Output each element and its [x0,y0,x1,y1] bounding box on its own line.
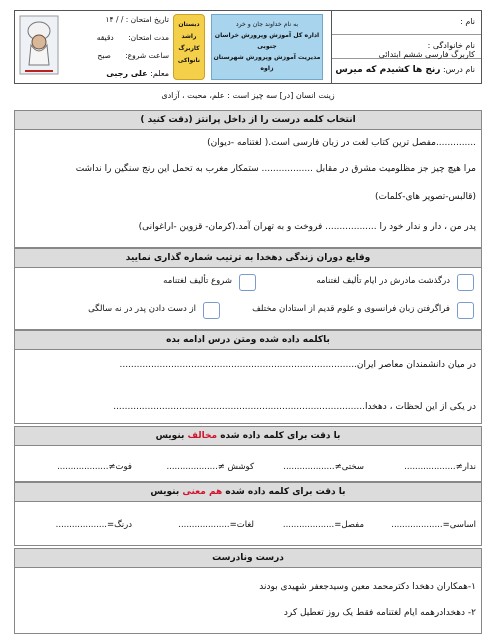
s5-pre: با دقت برای کلمه داده شده [225,487,346,497]
event-3: فراگرفتن زبان فرانسوی و علوم قدیم از استادان مختلف [252,304,450,314]
exam-duration [61,29,173,47]
tag-line-4: نانواکی [177,57,201,64]
teacher-field [61,65,173,83]
center-line-2: اداره کل آموزش وپرورش خراسان جنوبی [214,32,320,50]
school-title-box [211,14,323,80]
synonym-3: لغات=................... [178,520,254,530]
q6-line-2: ۲- دهخدادرهمه ایام لغتنامه فقط یک روز تعطیل کرد [283,608,476,618]
order-box-3[interactable] [457,302,474,319]
center-line-1: به نام خداوند جان و خرد [235,21,299,28]
event-1: درگذشت مادرش در ایام تألیف لغتنامه [316,276,450,286]
exam-date: تاریخ امتحان : / / ۱۴ [105,15,169,24]
order-box-1[interactable] [457,274,474,291]
family-label: نام خانوادگی : [427,41,475,50]
antonym-4: فوت≠................... [57,462,132,472]
section-3-header: باکلمه داده شده ومتن درس ادامه بده [14,330,482,350]
synonym-4: درنگ=................... [55,520,132,530]
section-4-header [14,426,482,446]
worksheet-page [14,10,482,636]
section-1-header: انتخاب کلمه درست را از داخل پرانتز (دقت کنید ) [14,110,482,130]
q3-line-2: در یکی از این لحظات ، دهخدا........................................................................................ [113,402,476,412]
class-label: کاربرگ فارسی ششم ابتدائی [378,50,475,59]
antonym-2: سختی≠................... [283,462,364,472]
lesson-label: نام درس: [442,65,475,74]
portrait-logo-icon [19,15,59,75]
section-6-header: درست ونادرست [14,548,482,568]
exam-start [61,47,173,65]
exam-info-block [61,11,173,83]
lesson-field [332,59,481,83]
q1-line-2: مرا هیچ چیز جز مظلومیت مشرق در مقابل .................. ستمکار مغرب به تحمل این رنج سنگین را نداشت [75,164,476,174]
start-label: ساعت شروع: [125,51,169,60]
center-line-3: مدیریت آموزش وپرورش شهرستان زاوه [213,54,321,72]
q3-line-1: در میان دانشمندان معاصر ایران................................................................................... [119,360,476,370]
s5-post: بنویس [150,487,180,497]
q1-line-4: پدر من ، دار و ندار خود را .................. فروخت و به تهران آمد.(کرمان- قزوین -اراغوانی) [138,222,476,232]
name-label: نام : [460,17,475,26]
q6-line-1: ۱-همکاران دهخدا دکترمحمد معین وسیدجعفر شهیدی بودند [259,582,476,592]
event-2: شروع تألیف لغتنامه [163,276,232,286]
lesson-title: رنج ها کشیدم که میرس [335,65,441,75]
name-field[interactable] [332,11,481,35]
worksheet-header [14,10,482,84]
synonym-1: اساسی=................... [391,520,476,530]
duration-unit: دقیقه [96,33,114,42]
start-value: صبح [97,51,111,60]
q1-line-3: (قالبس-تصویر های-کلمات) [375,192,476,202]
section-2-header: وقایع دوران زندگی دهخدا به ترتیب شماره گذاری نمایید [14,248,482,268]
event-4: از دست دادن پدر در نه سالگی [88,304,196,314]
synonym-2: مفصل=................... [282,520,364,530]
tag-line-3: کاربرگ [178,45,200,52]
antonym-3: کوشش ≠................... [166,462,254,472]
q1-line-1: ..............مفصل ترین کتاب لغت در زبان فارسی است.( لغتنامه -دیوان) [207,138,476,148]
section-6-body [14,568,482,634]
duration-label: مدت امتحان: [128,33,169,42]
teacher-label: معلم: [150,69,169,78]
teacher-name: علی رجبی [106,69,148,78]
antonym-1: ندار≠................... [404,462,476,472]
school-tag [173,14,205,80]
family-field[interactable] [332,35,481,59]
order-box-4[interactable] [203,302,220,319]
s4-red: مخالف [187,431,218,441]
order-box-2[interactable] [239,274,256,291]
tag-line-2: راشد [181,33,197,40]
section-5-header [14,482,482,502]
tag-line-1: دبستان [178,21,200,28]
s5-red: هم معنی [182,487,223,497]
student-info-block [331,11,481,83]
s4-post: بنویس [155,431,185,441]
topic-line: زینت انسان [در] سه چیز است : علم، محبت ، آزادی [161,91,335,100]
s4-pre: با دقت برای کلمه داده شده [220,431,341,441]
